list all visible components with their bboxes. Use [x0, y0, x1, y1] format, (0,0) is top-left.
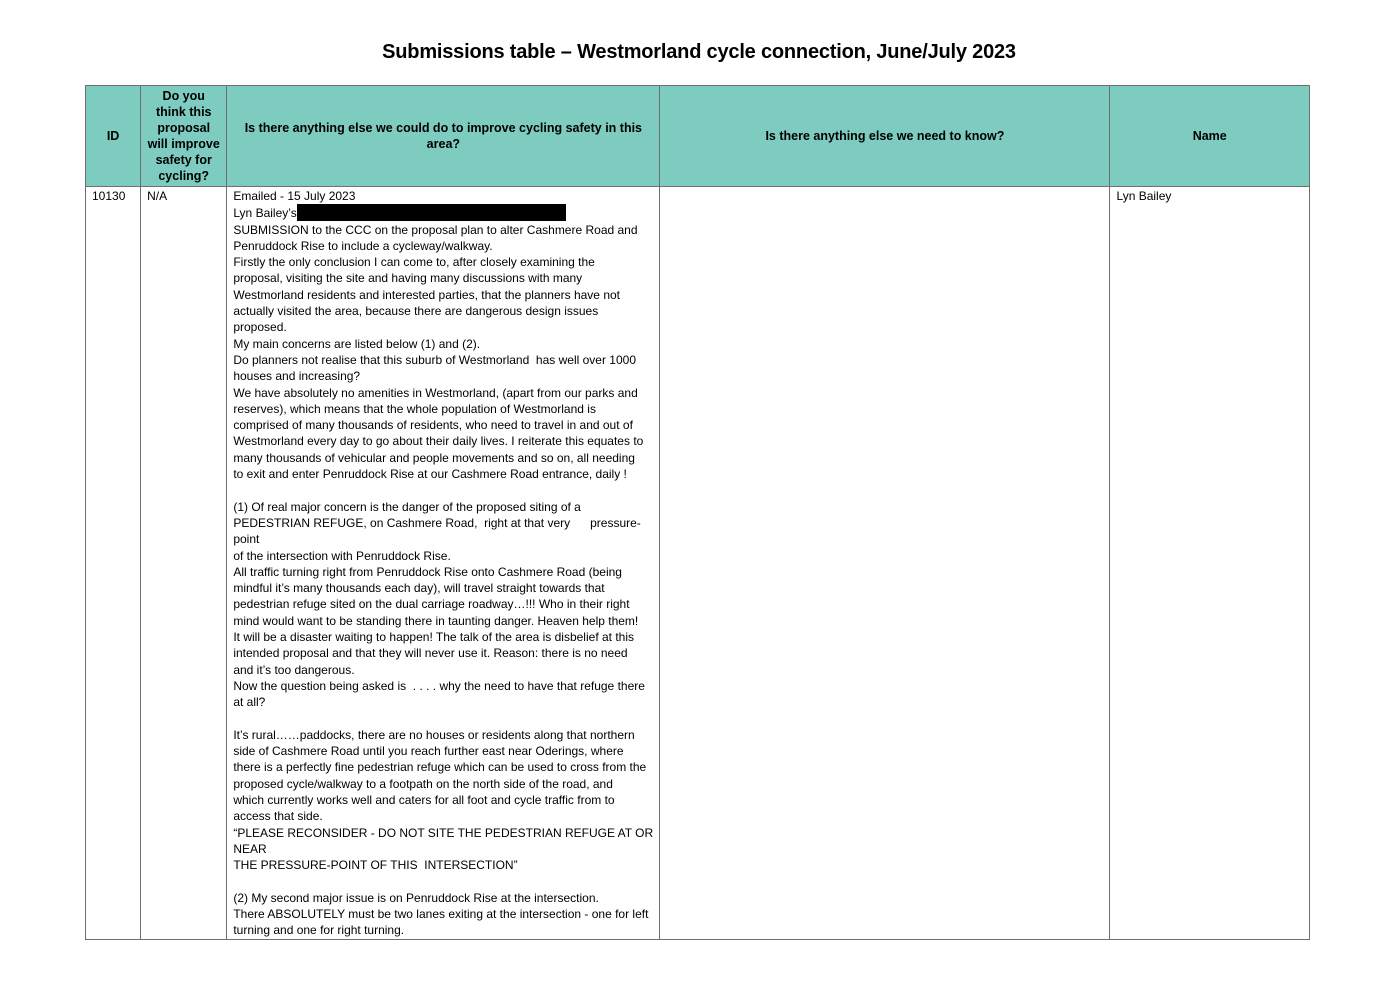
submission-text-line: at all? — [233, 695, 266, 710]
header-row — [86, 86, 1310, 187]
submission-text-line: (1) Of real major concern is the danger of the proposed siting of a — [233, 499, 581, 514]
submission-text-line: Westmorland every day to go about their daily lives. I reiterate this equates to — [233, 434, 644, 449]
submission-text-line: houses and increasing? — [233, 369, 361, 384]
paragraph-gap — [233, 711, 653, 727]
header-name: Name — [1110, 86, 1310, 187]
submission-text-line: It’s rural……paddocks, there are no houses or residents along that northern — [233, 727, 635, 742]
submission-text-line: Do planners not realise that this suburb of Westmorland has well over 1000 — [233, 352, 636, 367]
submission-text-line: mindful it’s many thousands each day), will travel straight towards that — [233, 581, 605, 596]
cell-name: Lyn Bailey — [1110, 187, 1310, 940]
paragraph-gap — [233, 482, 653, 498]
submission-text-line: proposed cycle/walkway to a footpath on the north side of the road, and — [233, 776, 613, 791]
cell-safety: N/A — [141, 187, 227, 940]
submissions-table — [85, 85, 1310, 940]
submission-text-line: PEDESTRIAN REFUGE, on Cashmere Road, right at that very pressure-point — [233, 515, 641, 547]
submission-text-line: pedestrian refuge sited on the dual carriage roadway…!!! Who in their right — [233, 597, 630, 612]
submission-text-line: Penruddock Rise to include a cycleway/walkway. — [233, 238, 493, 253]
header-id: ID — [86, 86, 141, 187]
submission-text-line: “PLEASE RECONSIDER - DO NOT SITE THE PEDESTRIAN REFUGE AT OR NEAR — [233, 825, 657, 856]
header-improve: Is there anything else we could do to improve cycling safety in this area? — [227, 86, 660, 187]
submission-text-line: to exit and enter Penruddock Rise at our Cashmere Road entrance, daily ! — [233, 467, 627, 482]
submission-text-line: Firstly the only conclusion I can come to, after closely examining the — [233, 255, 595, 270]
redaction-block — [297, 204, 566, 221]
sender-line — [233, 204, 653, 221]
cell-improve — [227, 187, 660, 940]
submission-text-line: proposal, visiting the site and having many discussions with many — [233, 271, 583, 286]
submission-text-line: THE PRESSURE-POINT OF THIS INTERSECTION” — [233, 858, 518, 873]
submission-text-line: All traffic turning right from Penruddock Rise onto Cashmere Road (being — [233, 564, 622, 579]
header-know: Is there anything else we need to know? — [660, 86, 1110, 187]
cell-id: 10130 — [86, 187, 141, 940]
submission-text-line: SUBMISSION to the CCC on the proposal plan to alter Cashmere Road and — [233, 222, 638, 237]
submission-text-line: (2) My second major issue is on Penruddock Rise at the intersection. — [233, 890, 599, 905]
submission-text-line: comprised of many thousands of residents, who need to travel in and out of — [233, 418, 633, 433]
submission-text-line: It will be a disaster waiting to happen! The talk of the area is disbelief at this — [233, 630, 634, 645]
submission-text-line: mind would want to be standing there in taunting danger. Heaven help them! — [233, 613, 639, 628]
submission-text-line: There ABSOLUTELY must be two lanes exiting at the intersection - one for left — [233, 907, 649, 922]
submission-text-line: proposed. — [233, 320, 287, 335]
submission-text-line: reserves), which means that the whole population of Westmorland is — [233, 401, 596, 416]
submission-body — [233, 222, 657, 939]
table-row — [86, 187, 1310, 940]
submission-text-line: Now the question being asked is . . . . why the need to have that refuge there — [233, 678, 645, 693]
paragraph-gap — [233, 873, 653, 889]
submission-text-line: access that side. — [233, 809, 323, 824]
page-title: Submissions table – Westmorland cycle connection, June/July 2023 — [382, 41, 1016, 63]
submission-text-line: Westmorland residents and interested parties, that the planners have not — [233, 287, 620, 302]
submission-text-line: turning and one for right turning. — [233, 923, 405, 938]
submission-text-line: side of Cashmere Road until you reach further east near Oderings, where — [233, 744, 624, 759]
submission-text-line: of the intersection with Penruddock Rise. — [233, 548, 451, 563]
submission-text-line: many thousands of vehicular and people movements and so on, all needing — [233, 450, 635, 465]
cell-know — [660, 187, 1110, 940]
sender-name: Lyn Bailey’s — [233, 206, 297, 221]
header-safety: Do you think this proposal will improve safety for cycling? — [141, 86, 227, 187]
submission-text-line: and it’s too dangerous. — [233, 662, 355, 677]
submission-text-line: We have absolutely no amenities in Westmorland, (apart from our parks and — [233, 385, 638, 400]
submission-text-line: intended proposal and that they will never use it. Reason: there is no need — [233, 646, 628, 661]
submission-text-line: which currently works well and caters for all foot and cycle traffic from to — [233, 792, 615, 807]
emailed-date: Emailed - 15 July 2023 — [233, 189, 356, 203]
submission-text-line: there is a perfectly fine pedestrian refuge which can be used to cross from the — [233, 760, 647, 775]
submission-text-line: My main concerns are listed below (1) and (2). — [233, 336, 481, 351]
submission-text-line: actually visited the area, because there are dangerous design issues — [233, 304, 599, 319]
